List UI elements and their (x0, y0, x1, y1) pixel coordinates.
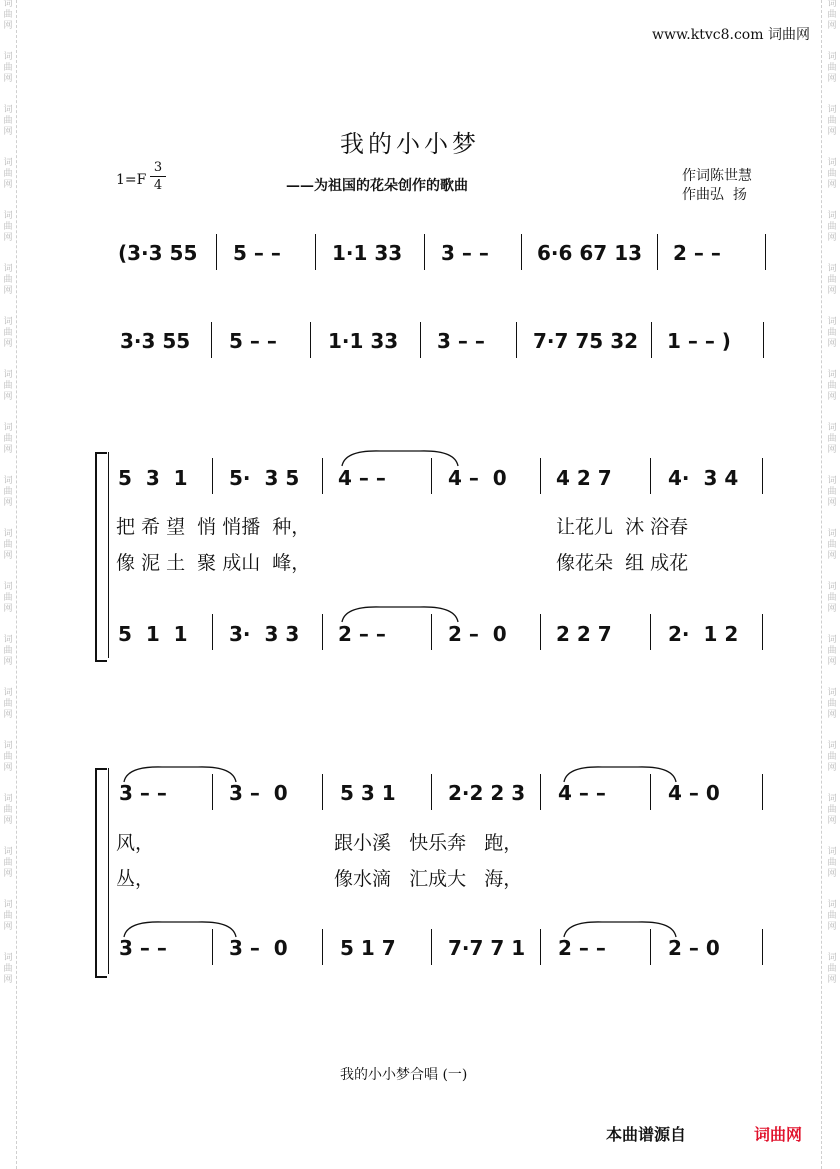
watermark-char: 词 (827, 847, 837, 857)
watermark-char: 曲 (3, 275, 13, 285)
sys2-melody-m2: 3 – 0 (229, 781, 288, 805)
watermark-char: 词 (827, 794, 837, 804)
watermark-char: 曲 (827, 10, 837, 20)
watermark-char: 词 (3, 52, 13, 62)
intro1-measure-1: (3·3 55 (118, 241, 198, 265)
sys1-harmony-m4: 2 – 0 (448, 622, 507, 646)
watermark-char: 词 (3, 264, 13, 274)
right-watermark-column (825, 0, 839, 1007)
barline (765, 234, 766, 270)
sys1-harmony-m3: 2 – – (338, 622, 386, 646)
watermark-char: 曲 (827, 858, 837, 868)
watermark-char: 曲 (827, 434, 837, 444)
left-watermark-column (1, 0, 15, 1007)
subtitle: ——为祖国的花朵创作的歌曲 (286, 178, 468, 194)
time-signature (150, 160, 166, 193)
watermark-char: 词 (3, 476, 13, 486)
watermark-char: 词 (3, 529, 13, 539)
watermark-char: 网 (3, 286, 13, 296)
watermark-char: 词 (827, 741, 837, 751)
watermark-char: 网 (3, 180, 13, 190)
watermark-char: 曲 (3, 381, 13, 391)
intro1-measure-6: 2 – – (673, 241, 721, 265)
watermark-char: 曲 (827, 646, 837, 656)
sys1-melody-m4: 4 – 0 (448, 466, 507, 490)
watermark-char: 网 (3, 922, 13, 932)
watermark-char: 词 (827, 476, 837, 486)
left-margin-line (16, 0, 17, 1169)
watermark-char: 网 (3, 816, 13, 826)
watermark-char: 曲 (827, 964, 837, 974)
sys2-harmony-m1: 3 – – (119, 936, 167, 960)
system-start-line (108, 452, 109, 658)
barline (540, 774, 541, 810)
sys1-harmony-m5: 2 2 7 (556, 622, 612, 646)
barline (762, 614, 763, 650)
watermark-char: 网 (3, 74, 13, 84)
watermark-char: 网 (827, 339, 837, 349)
watermark-char: 网 (827, 816, 837, 826)
watermark-char: 曲 (827, 911, 837, 921)
barline (521, 234, 522, 270)
watermark-char: 词 (827, 582, 837, 592)
source-label: 本曲谱源自 (606, 1125, 687, 1144)
watermark-char: 词 (3, 105, 13, 115)
watermark-char: 网 (3, 21, 13, 31)
watermark-char: 词 (3, 370, 13, 380)
intro1-measure-2: 5 – – (233, 241, 281, 265)
watermark-char: 网 (827, 74, 837, 84)
watermark-char: 曲 (3, 752, 13, 762)
sys1-melody-m5: 4 2 7 (556, 466, 612, 490)
watermark-char: 曲 (3, 646, 13, 656)
watermark-char: 曲 (3, 328, 13, 338)
watermark-char: 网 (3, 233, 13, 243)
watermark-char: 曲 (827, 63, 837, 73)
watermark-char: 曲 (827, 540, 837, 550)
intro2-measure-3: 1·1 33 (328, 329, 399, 353)
barline (540, 458, 541, 494)
barline (212, 614, 213, 650)
watermark-char: 词 (3, 741, 13, 751)
system-bracket (95, 768, 107, 978)
barline (322, 458, 323, 494)
barline (651, 322, 652, 358)
system-bracket (95, 452, 107, 662)
intro2-measure-5: 7·7 75 32 (533, 329, 639, 353)
sys1-harmony-m1: 5 1 1 (118, 622, 188, 646)
watermark-char: 网 (827, 869, 837, 879)
watermark-char: 词 (3, 900, 13, 910)
watermark-char: 网 (827, 392, 837, 402)
watermark-char: 网 (827, 233, 837, 243)
time-signature-top: 3 (153, 160, 163, 175)
barline (211, 322, 212, 358)
watermark-char: 网 (827, 604, 837, 614)
barline (420, 322, 421, 358)
barline (540, 614, 541, 650)
watermark-char: 曲 (3, 593, 13, 603)
sys2-melody-m1: 3 – – (119, 781, 167, 805)
barline (212, 458, 213, 494)
watermark-char: 曲 (827, 116, 837, 126)
barline (322, 929, 323, 965)
watermark-char: 曲 (827, 222, 837, 232)
sys1-harmony-m2: 3· 3 3 (229, 622, 300, 646)
system-start-line (108, 768, 109, 974)
watermark-char: 网 (3, 551, 13, 561)
watermark-char: 词 (827, 370, 837, 380)
sys1-lyric-verse1: 把 希 望 悄 悄播 种， (116, 516, 311, 538)
barline (762, 774, 763, 810)
barline (310, 322, 311, 358)
watermark-char: 曲 (827, 752, 837, 762)
watermark-char: 网 (827, 710, 837, 720)
watermark-char: 曲 (827, 275, 837, 285)
watermark-char: 曲 (3, 911, 13, 921)
sys2-harmony-m2: 3 – 0 (229, 936, 288, 960)
watermark-char: 网 (827, 180, 837, 190)
intro1-measure-3: 1·1 33 (332, 241, 403, 265)
watermark-char: 网 (827, 445, 837, 455)
watermark-char: 词 (827, 52, 837, 62)
sys2-melody-m6: 4 – 0 (668, 781, 720, 805)
watermark-char: 网 (3, 710, 13, 720)
barline (322, 614, 323, 650)
sys1-melody-m2: 5· 3 5 (229, 466, 300, 490)
watermark-char: 词 (827, 105, 837, 115)
watermark-char: 网 (827, 127, 837, 137)
watermark-char: 网 (3, 869, 13, 879)
watermark-char: 曲 (827, 593, 837, 603)
watermark-char: 网 (3, 763, 13, 773)
watermark-char: 网 (827, 975, 837, 985)
watermark-char: 曲 (827, 805, 837, 815)
brand-link[interactable]: 词曲网 (754, 1125, 803, 1144)
watermark-char: 曲 (3, 10, 13, 20)
sys2-harmony-m6: 2 – 0 (668, 936, 720, 960)
watermark-char: 词 (3, 582, 13, 592)
barline (431, 774, 432, 810)
sys1-lyric-verse1-b: 让花儿 沐 浴春 (556, 516, 689, 538)
song-title: 我的小小梦 (340, 130, 480, 158)
barline (540, 929, 541, 965)
watermark-char: 曲 (827, 169, 837, 179)
intro2-measure-6: 1 – – ) (667, 329, 731, 353)
watermark-char: 曲 (3, 540, 13, 550)
watermark-char: 网 (827, 657, 837, 667)
watermark-char: 词 (827, 264, 837, 274)
barline (516, 322, 517, 358)
watermark-char: 曲 (827, 487, 837, 497)
sys2-lyric-verse2-b: 像水滴 汇成大 海， (334, 868, 523, 890)
barline (424, 234, 425, 270)
watermark-char: 网 (3, 392, 13, 402)
watermark-char: 词 (827, 529, 837, 539)
barline (650, 614, 651, 650)
barline (431, 929, 432, 965)
watermark-char: 曲 (3, 116, 13, 126)
watermark-char: 网 (827, 763, 837, 773)
watermark-char: 曲 (3, 805, 13, 815)
watermark-char: 词 (827, 953, 837, 963)
watermark-char: 曲 (3, 964, 13, 974)
watermark-char: 网 (3, 975, 13, 985)
time-signature-bottom: 4 (153, 178, 163, 193)
watermark-char: 词 (3, 0, 13, 9)
sys2-melody-m5: 4 – – (558, 781, 606, 805)
watermark-char: 曲 (3, 169, 13, 179)
tie-arc (122, 764, 238, 784)
watermark-char: 网 (827, 551, 837, 561)
lyricist-credit: 作词陈世慧 (682, 168, 752, 184)
watermark-char: 词 (827, 635, 837, 645)
sys2-lyric-verse1-a: 风， (116, 832, 155, 854)
sys2-harmony-m5: 2 – – (558, 936, 606, 960)
watermark-char: 网 (3, 445, 13, 455)
sys2-harmony-m3: 5 1 7 (340, 936, 396, 960)
watermark-char: 词 (827, 423, 837, 433)
sys1-melody-m1: 5 3 1 (118, 466, 188, 490)
barline (762, 458, 763, 494)
watermark-char: 网 (827, 21, 837, 31)
watermark-char: 网 (3, 339, 13, 349)
watermark-char: 词 (827, 688, 837, 698)
sys1-melody-m3: 4 – – (338, 466, 386, 490)
tie-arc (562, 919, 678, 939)
watermark-char: 词 (827, 0, 837, 9)
sys1-harmony-m6: 2· 1 2 (668, 622, 739, 646)
watermark-char: 词 (827, 158, 837, 168)
watermark-char: 网 (3, 604, 13, 614)
watermark-char: 词 (3, 211, 13, 221)
tie-arc (122, 919, 238, 939)
watermark-char: 网 (827, 286, 837, 296)
intro1-measure-4: 3 – – (441, 241, 489, 265)
sys2-lyric-verse1-b: 跟小溪 快乐奔 跑， (334, 832, 523, 854)
sys2-melody-m4: 2·2 2 3 (448, 781, 526, 805)
watermark-char: 曲 (3, 487, 13, 497)
watermark-char: 词 (827, 317, 837, 327)
barline (322, 774, 323, 810)
watermark-char: 曲 (827, 699, 837, 709)
tie-arc (340, 448, 460, 468)
tie-arc (562, 764, 678, 784)
watermark-char: 网 (827, 922, 837, 932)
site-header[interactable]: www.ktvc8.com 词曲网 (652, 27, 810, 43)
watermark-char: 网 (3, 657, 13, 667)
sys1-lyric-verse2: 像 泥 土 聚 成山 峰， (116, 552, 311, 574)
barline (763, 322, 764, 358)
watermark-char: 曲 (827, 328, 837, 338)
sys1-lyric-verse2-b: 像花朵 组 成花 (556, 552, 689, 574)
watermark-char: 词 (3, 688, 13, 698)
watermark-char: 词 (3, 317, 13, 327)
watermark-char: 曲 (827, 381, 837, 391)
sys2-harmony-m4: 7·7 7 1 (448, 936, 526, 960)
sys1-melody-m6: 4· 3 4 (668, 466, 739, 490)
watermark-char: 词 (3, 794, 13, 804)
watermark-char: 网 (827, 498, 837, 508)
watermark-char: 词 (3, 158, 13, 168)
barline (657, 234, 658, 270)
intro2-measure-1: 3·3 55 (120, 329, 191, 353)
watermark-char: 曲 (3, 222, 13, 232)
key-signature: 1=F (116, 172, 147, 188)
watermark-char: 曲 (3, 699, 13, 709)
intro2-measure-4: 3 – – (437, 329, 485, 353)
watermark-char: 曲 (3, 858, 13, 868)
watermark-char: 曲 (3, 434, 13, 444)
page-caption: 我的小小梦合唱 (一) (340, 1067, 468, 1083)
watermark-char: 网 (3, 127, 13, 137)
watermark-char: 词 (827, 211, 837, 221)
watermark-char: 词 (3, 953, 13, 963)
barline (650, 458, 651, 494)
watermark-char: 词 (3, 423, 13, 433)
right-margin-line (821, 0, 822, 1169)
watermark-char: 词 (827, 900, 837, 910)
barline (216, 234, 217, 270)
watermark-char: 网 (3, 498, 13, 508)
composer-credit: 作曲弘 扬 (682, 187, 747, 203)
watermark-char: 词 (3, 635, 13, 645)
watermark-char: 词 (3, 847, 13, 857)
sys2-lyric-verse2-a: 丛， (116, 868, 155, 890)
tie-arc (340, 604, 460, 624)
intro2-measure-2: 5 – – (229, 329, 277, 353)
intro1-measure-5: 6·6 67 13 (537, 241, 643, 265)
barline (315, 234, 316, 270)
watermark-char: 曲 (3, 63, 13, 73)
sys2-melody-m3: 5 3 1 (340, 781, 396, 805)
barline (762, 929, 763, 965)
